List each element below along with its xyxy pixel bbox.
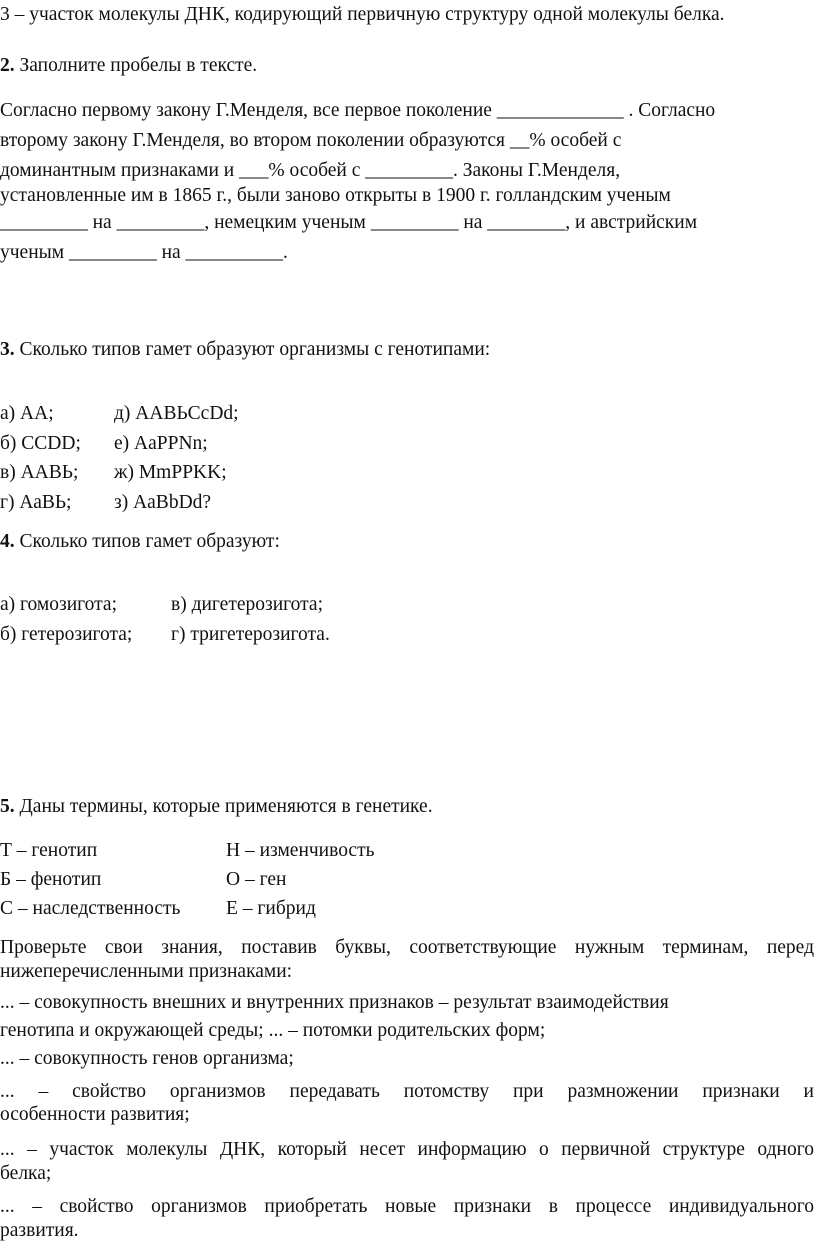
item-1-line-2: генотипа и окружающей среды; ... – потомки родительских форм; xyxy=(0,1020,546,1041)
task3-option-v: в) ААВЬ; xyxy=(0,462,79,483)
task4-option-a: а) гомозигота; xyxy=(0,594,117,615)
task3-option-g: г) АаВЬ; xyxy=(0,492,72,513)
item-2-line-1: ... – совокупность генов организма; xyxy=(0,1048,294,1069)
task4-option-v: в) дигетерозигота; xyxy=(171,594,323,615)
task3-option-b: б) CCDD; xyxy=(0,433,81,454)
task4-heading xyxy=(0,531,280,553)
term-phenotype: Б – фенотип xyxy=(0,869,102,890)
task3-option-e: е) AaPPNn; xyxy=(114,433,208,454)
intro-line: 3 – участок молекулы ДНК, кодирующий первичную структуру одной молекулы белка. xyxy=(0,4,725,25)
task5-heading xyxy=(0,796,433,818)
task3-option-d: д) AABЬCcDd; xyxy=(114,403,239,424)
term-gene: О – ген xyxy=(226,869,287,890)
task2-line-3: доминантным признаками и ___% особей с _________. Законы Г.Менделя, xyxy=(0,160,621,181)
term-hybrid: Е – гибрид xyxy=(226,898,316,919)
task2-heading xyxy=(0,55,257,77)
task2-heading-text: Заполните пробелы в тексте. xyxy=(14,55,258,76)
item-1-line-1: ... – совокупность внешних и внутренних признаков – результат взаимодействия xyxy=(0,992,669,1013)
task3-number: 3. xyxy=(0,339,15,360)
task2-number: 2. xyxy=(0,55,15,76)
item-4-line-2: белка; xyxy=(0,1163,52,1184)
task3-option-z: з) AaBbDd? xyxy=(114,492,212,513)
task3-heading xyxy=(0,339,490,361)
task3-option-zh: ж) MmPPKK; xyxy=(114,462,227,483)
task2-line-6: ученым _________ на __________. xyxy=(0,242,288,263)
item-5-line-1: ... – свойство организмов приобретать новые признаки в процессе индивидуального xyxy=(0,1196,814,1217)
task4-option-g: г) тригетерозигота. xyxy=(171,624,330,645)
task5-heading-text: Даны термины, которые применяются в генетике. xyxy=(14,796,433,817)
task5-instruction-line-2: нижеперечисленными признаками: xyxy=(0,961,293,982)
task2-line-4: установленные им в 1865 г., были заново открыты в 1900 г. голландским ученым xyxy=(0,185,671,206)
item-5-line-2: развития. xyxy=(0,1220,79,1241)
task2-line-2: второму закону Г.Менделя, во втором поколении образуются __% особей с xyxy=(0,130,622,151)
task5-number: 5. xyxy=(0,796,15,817)
task4-option-b: б) гетерозигота; xyxy=(0,624,133,645)
term-variability: Н – изменчивость xyxy=(226,840,375,861)
task5-instruction-line-1: Проверьте свои знания, поставив буквы, соответствующие нужным терминам, перед xyxy=(0,937,814,958)
item-4-line-1: ... – участок молекулы ДНК, который несет информацию о первичной структуре одного xyxy=(0,1139,814,1160)
item-3-line-1: ... – свойство организмов передавать потомству при размножении признаки и xyxy=(0,1081,814,1102)
item-3-line-2: особенности развития; xyxy=(0,1104,190,1125)
term-heredity: С – наследственность xyxy=(0,898,181,919)
task4-heading-text: Сколько типов гамет образуют: xyxy=(14,531,280,552)
task3-option-a: а) АА; xyxy=(0,403,54,424)
task3-heading-text: Сколько типов гамет образуют организмы с генотипами: xyxy=(14,339,491,360)
term-genotype: Т – генотип xyxy=(0,840,98,861)
task2-line-1: Согласно первому закону Г.Менделя, все первое поколение _____________ . Согласно xyxy=(0,100,716,121)
task4-number: 4. xyxy=(0,531,15,552)
task2-line-5: _________ на _________, немецким ученым _________ на ________, и австрийским xyxy=(0,212,698,233)
